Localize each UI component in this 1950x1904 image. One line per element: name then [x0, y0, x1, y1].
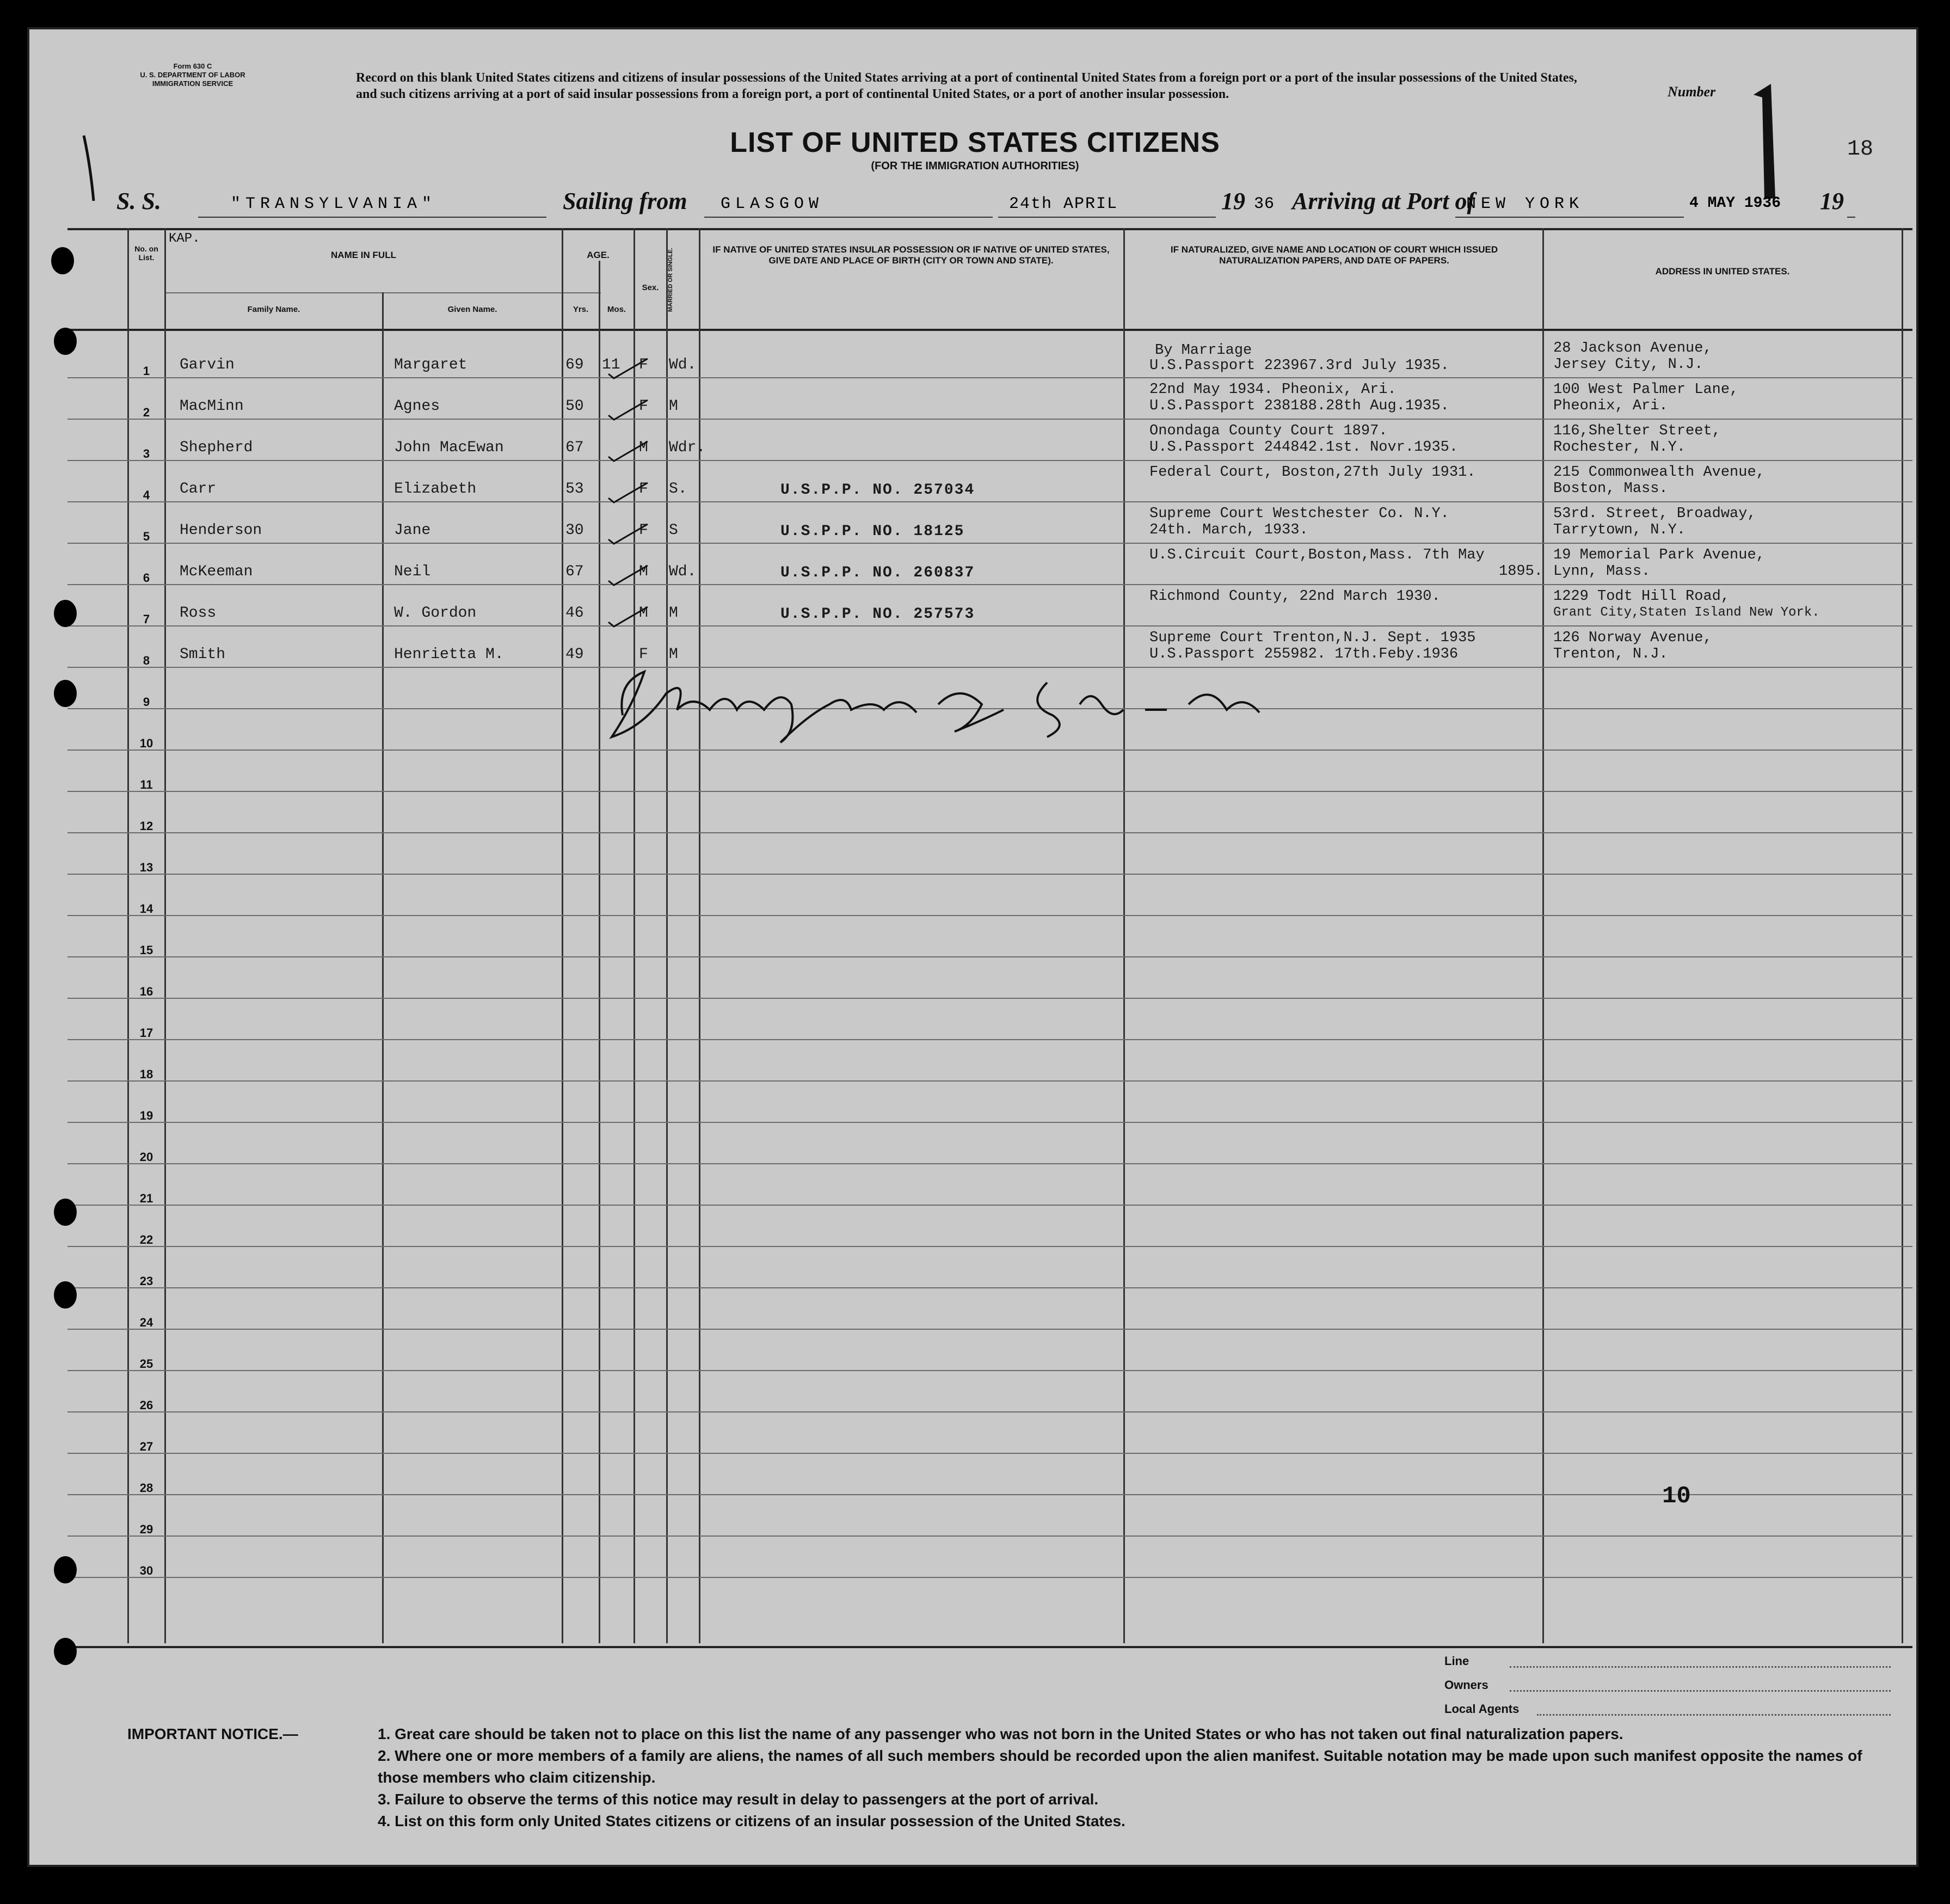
ss-label: S. S. — [116, 188, 161, 214]
address-line-2: Boston, Mass. — [1553, 481, 1668, 497]
given-name: Margaret — [394, 357, 467, 373]
header-family-name: Family Name. — [247, 305, 300, 314]
marital-status: Wdr. — [669, 439, 706, 456]
ruled-line — [67, 1411, 1912, 1412]
header-kap: KAP. — [169, 231, 200, 246]
ruled-line — [67, 832, 1912, 833]
sex: F — [639, 481, 648, 498]
row-number: 21 — [139, 1191, 153, 1205]
ruled-line — [67, 915, 1912, 916]
given-name: Elizabeth — [394, 481, 477, 498]
ruled-line — [67, 956, 1912, 957]
header-given-name: Given Name. — [447, 305, 497, 314]
row-number: 16 — [139, 985, 153, 998]
native-passport: U.S.P.P. NO. 260837 — [780, 564, 975, 581]
row-number: 4 — [143, 488, 150, 502]
agent-fields — [1444, 1654, 1891, 1726]
ruled-line — [67, 998, 1912, 999]
native-passport: U.S.P.P. NO. 18125 — [780, 523, 965, 540]
age-years: 50 — [565, 398, 584, 415]
check-mark — [606, 606, 650, 628]
row-number: 14 — [139, 902, 153, 916]
row-number: 2 — [143, 406, 150, 419]
check-mark — [606, 523, 650, 545]
service-name: IMMIGRATION SERVICE — [152, 79, 233, 88]
address-line-1: 53rd. Street, Broadway, — [1553, 506, 1756, 522]
family-name: Garvin — [180, 357, 235, 373]
address-line-1: 126 Norway Avenue, — [1553, 630, 1712, 646]
sailing-date: 24th APRIL — [1009, 195, 1118, 213]
check-mark — [606, 482, 650, 503]
ruled-line — [67, 1287, 1912, 1288]
address-line-1: 215 Commonwealth Avenue, — [1553, 464, 1765, 481]
form-identifier — [78, 62, 307, 88]
sex: F — [639, 522, 648, 539]
owners-field: Owners — [1444, 1678, 1891, 1702]
count-mark: 10 — [1662, 1483, 1691, 1510]
sailing-from-label: Sailing from — [563, 188, 687, 214]
row-number: 28 — [139, 1481, 153, 1495]
sex: M — [639, 439, 648, 456]
given-name: Agnes — [394, 398, 440, 415]
age-years: 67 — [565, 563, 584, 580]
address-line-2: Lynn, Mass. — [1553, 563, 1651, 580]
manifest-sheet — [27, 27, 1918, 1867]
ruled-line — [67, 377, 1912, 378]
age-years: 46 — [565, 605, 584, 622]
header-sex: Sex. — [642, 283, 659, 292]
row-number: 11 — [140, 778, 153, 791]
header-age: AGE. — [587, 250, 610, 260]
address-line-2: Tarrytown, N.Y. — [1553, 522, 1686, 538]
ruled-line — [67, 1536, 1912, 1537]
address-line-1: 28 Jackson Avenue, — [1553, 340, 1712, 357]
ruled-line — [67, 1577, 1912, 1578]
binder-hole — [54, 1199, 77, 1226]
marital-status: S — [669, 522, 678, 539]
row-number: 19 — [139, 1109, 153, 1122]
naturalization-line-1: Richmond County, 22nd March 1930. — [1149, 588, 1441, 605]
row-number: 6 — [143, 571, 150, 585]
page-number: 18 — [1847, 137, 1874, 162]
header-address: ADDRESS IN UNITED STATES. — [1655, 266, 1790, 277]
given-name: Jane — [394, 522, 431, 539]
ruled-line — [67, 543, 1912, 544]
naturalization-line-2: U.S.Passport 255982. 17th.Feby.1936 — [1149, 646, 1459, 662]
notice-item-3: 3. Failure to observe the terms of this notice may result in delay to passengers at the port of arrival. — [378, 1791, 1099, 1808]
age-months: 11 — [602, 357, 620, 373]
row-number: 7 — [143, 612, 150, 626]
ruled-line — [67, 1246, 1912, 1247]
check-mark — [606, 399, 650, 421]
address-line-2: Rochester, N.Y. — [1553, 439, 1686, 456]
row-number: 26 — [139, 1398, 153, 1412]
row-number: 25 — [139, 1357, 153, 1371]
sex: F — [639, 398, 648, 415]
notice-item-2: 2. Where one or more members of a family are aliens, the names of all such members should be recorded upon the alien manifest. Suitable notation may be made upon such manifest opposite the names of those members who claim citizenship. — [378, 1747, 1862, 1786]
binder-hole — [54, 680, 77, 707]
naturalization-line-1: U.S.Passport 223967.3rd July 1935. — [1149, 358, 1449, 374]
native-passport: U.S.P.P. NO. 257573 — [780, 606, 975, 623]
age-years: 69 — [565, 357, 584, 373]
family-name: Shepherd — [180, 439, 253, 456]
address-line-2: Pheonix, Ari. — [1553, 398, 1668, 414]
family-name: McKeeman — [180, 563, 253, 580]
check-mark — [606, 564, 650, 586]
row-number: 17 — [139, 1026, 153, 1040]
binder-hole — [54, 600, 77, 627]
arrival-date-stamp: 4 MAY 1936 — [1689, 195, 1781, 212]
header-name-full: NAME IN FULL — [331, 250, 396, 260]
row-number: 12 — [139, 819, 153, 833]
ruled-line — [67, 419, 1912, 420]
row-number: 15 — [139, 943, 153, 957]
ruled-line — [67, 750, 1912, 751]
header-months: Mos. — [607, 305, 626, 314]
naturalization-line-1: U.S.Circuit Court,Boston,Mass. 7th May — [1149, 547, 1485, 563]
marital-status: Wd. — [669, 563, 697, 580]
page-title: LIST OF UNITED STATES CITIZENS — [730, 127, 1220, 158]
binder-hole — [54, 1638, 77, 1665]
row-number: 30 — [139, 1564, 153, 1577]
naturalization-line-1: Federal Court, Boston,27th July 1931. — [1149, 464, 1476, 481]
sex: M — [639, 563, 648, 580]
notice-item-4: 4. List on this form only United States citizens or citizens of an insular possession of the United States. — [378, 1813, 1125, 1829]
year-suffix: 36 — [1254, 195, 1275, 213]
year-prefix: 19 — [1221, 188, 1245, 214]
row-number: 10 — [139, 736, 153, 750]
ruled-line — [67, 1163, 1912, 1164]
ruled-line — [67, 1080, 1912, 1082]
ruled-line — [67, 1122, 1912, 1123]
address-line-1: 1229 Todt Hill Road, — [1553, 588, 1730, 605]
ruled-line — [67, 1205, 1912, 1206]
age-years: 67 — [565, 439, 584, 456]
ruled-line — [67, 1370, 1912, 1371]
ruled-line — [67, 1453, 1912, 1454]
family-name: Smith — [180, 646, 226, 663]
binder-hole — [54, 328, 77, 355]
marital-status: M — [669, 605, 678, 622]
header-no: No. on List. — [134, 244, 158, 262]
given-name: W. Gordon — [394, 605, 477, 622]
row-number: 13 — [139, 861, 153, 874]
ruled-line — [67, 584, 1912, 585]
sex: F — [639, 646, 648, 663]
given-name: Neil — [394, 563, 431, 580]
sex: F — [639, 357, 648, 373]
marriage-note: By Marriage — [1155, 342, 1252, 359]
address-line-2: Trenton, N.J. — [1553, 646, 1668, 662]
age-years: 49 — [565, 646, 584, 663]
row-number: 29 — [139, 1522, 153, 1536]
address-line-2: Jersey City, N.J. — [1553, 357, 1703, 373]
header-married: MARRIED OR SINGLE. — [667, 248, 674, 312]
notice-item-1: 1. Great care should be taken not to place on this list the name of any passenger who was not born in the United States or who has not taken out final naturalization papers. — [378, 1725, 1623, 1742]
naturalization-line-1: Supreme Court Westchester Co. N.Y. — [1149, 506, 1449, 522]
row-number: 20 — [139, 1150, 153, 1164]
naturalization-line-1: Onondaga County Court 1897. — [1149, 423, 1388, 439]
header-native: IF NATIVE OF UNITED STATES INSULAR POSSESSION OR IF NATIVE OF UNITED STATES, GIVE DATE AND PLACE OF BIRTH (CITY OR TOWN AND STATE). — [712, 244, 1110, 266]
ruled-line — [67, 1494, 1912, 1495]
marital-status: Wd. — [669, 357, 697, 373]
citizens-table — [67, 228, 1912, 1643]
ruled-line — [67, 460, 1912, 461]
ruled-line — [67, 791, 1912, 792]
row-number: 23 — [139, 1274, 153, 1288]
department-name: U. S. DEPARTMENT OF LABOR — [140, 71, 245, 79]
header-naturalized: IF NATURALIZED, GIVE NAME AND LOCATION OF COURT WHICH ISSUED NATURALIZATION PAPERS, AND DATE OF PAPERS. — [1170, 244, 1498, 266]
sailing-details — [116, 185, 1858, 223]
row-number: 27 — [139, 1440, 153, 1453]
check-mark — [606, 358, 650, 379]
intro-text: Record on this blank United States citizens and citizens of insular possessions of the United States arriving at a port of continental United States from a foreign port or a port of the insular possessions of the United States, and such citizens arriving at a port of said insular possessions from a foreign port, a port of continental United States, or a port of another insular possession. — [356, 71, 1577, 101]
ruled-line — [67, 1039, 1912, 1040]
address-line-2: Grant City,Staten Island New York. — [1553, 605, 1820, 620]
row-number: 18 — [139, 1067, 153, 1081]
ruled-line — [67, 1329, 1912, 1330]
sex: M — [639, 605, 648, 622]
sailing-from-port: GLASGOW — [721, 195, 824, 213]
family-name: Ross — [180, 605, 217, 622]
given-name: John MacEwan — [394, 439, 504, 456]
row-number: 5 — [143, 530, 150, 543]
ship-name: "TRANSYLVANIA" — [231, 195, 437, 213]
form-number: Form 630 C — [173, 62, 212, 70]
family-name: MacMinn — [180, 398, 244, 415]
marital-status: M — [669, 646, 678, 663]
row-number: 9 — [143, 695, 150, 709]
address-line-1: 100 West Palmer Lane, — [1553, 382, 1739, 398]
binder-hole — [54, 1281, 77, 1309]
row-number: 3 — [143, 447, 150, 460]
address-line-1: 116,Shelter Street, — [1553, 423, 1721, 439]
age-years: 53 — [565, 481, 584, 498]
inspector-signature — [601, 661, 1281, 748]
ruled-line — [67, 501, 1912, 502]
row-number: 8 — [143, 654, 150, 667]
naturalization-line-1: 22nd May 1934. Pheonix, Ari. — [1149, 382, 1397, 398]
page-subtitle: (FOR THE IMMIGRATION AUTHORITIES) — [871, 160, 1079, 172]
naturalization-line-2: U.S.Passport 244842.1st. Novr.1935. — [1149, 439, 1459, 456]
check-mark — [606, 440, 650, 462]
year2-prefix: 19 — [1820, 188, 1844, 214]
marital-status: M — [669, 398, 678, 415]
local-agents-field: Local Agents — [1444, 1702, 1891, 1726]
header-years: Yrs. — [573, 305, 589, 314]
naturalization-line-2: U.S.Passport 238188.28th Aug.1935. — [1149, 398, 1449, 414]
ruled-line — [67, 625, 1912, 627]
address-line-1: 19 Memorial Park Avenue, — [1553, 547, 1765, 563]
ruled-line — [67, 874, 1912, 875]
arriving-label: Arriving at Port of — [1292, 188, 1475, 214]
line-field: Line — [1444, 1654, 1891, 1678]
marital-status: S. — [669, 481, 687, 498]
age-years: 30 — [565, 522, 584, 539]
family-name: Carr — [180, 481, 217, 498]
row-number: 24 — [139, 1316, 153, 1329]
binder-hole — [54, 1556, 77, 1583]
naturalization-line-2: 24th. March, 1933. — [1149, 522, 1308, 538]
number-label: Number — [1668, 84, 1716, 100]
given-name: Henrietta M. — [394, 646, 504, 663]
naturalization-line-1: Supreme Court Trenton,N.J. Sept. 1935 — [1149, 630, 1476, 646]
naturalization-line-2: 1895. — [1499, 563, 1543, 580]
native-passport: U.S.P.P. NO. 257034 — [780, 482, 975, 499]
family-name: Henderson — [180, 522, 262, 539]
row-number: 1 — [143, 364, 150, 378]
arrival-port: NEW YORK — [1466, 195, 1584, 213]
binder-hole — [51, 247, 74, 274]
notice-heading: IMPORTANT NOTICE.— — [127, 1725, 298, 1742]
row-number: 22 — [139, 1233, 153, 1246]
